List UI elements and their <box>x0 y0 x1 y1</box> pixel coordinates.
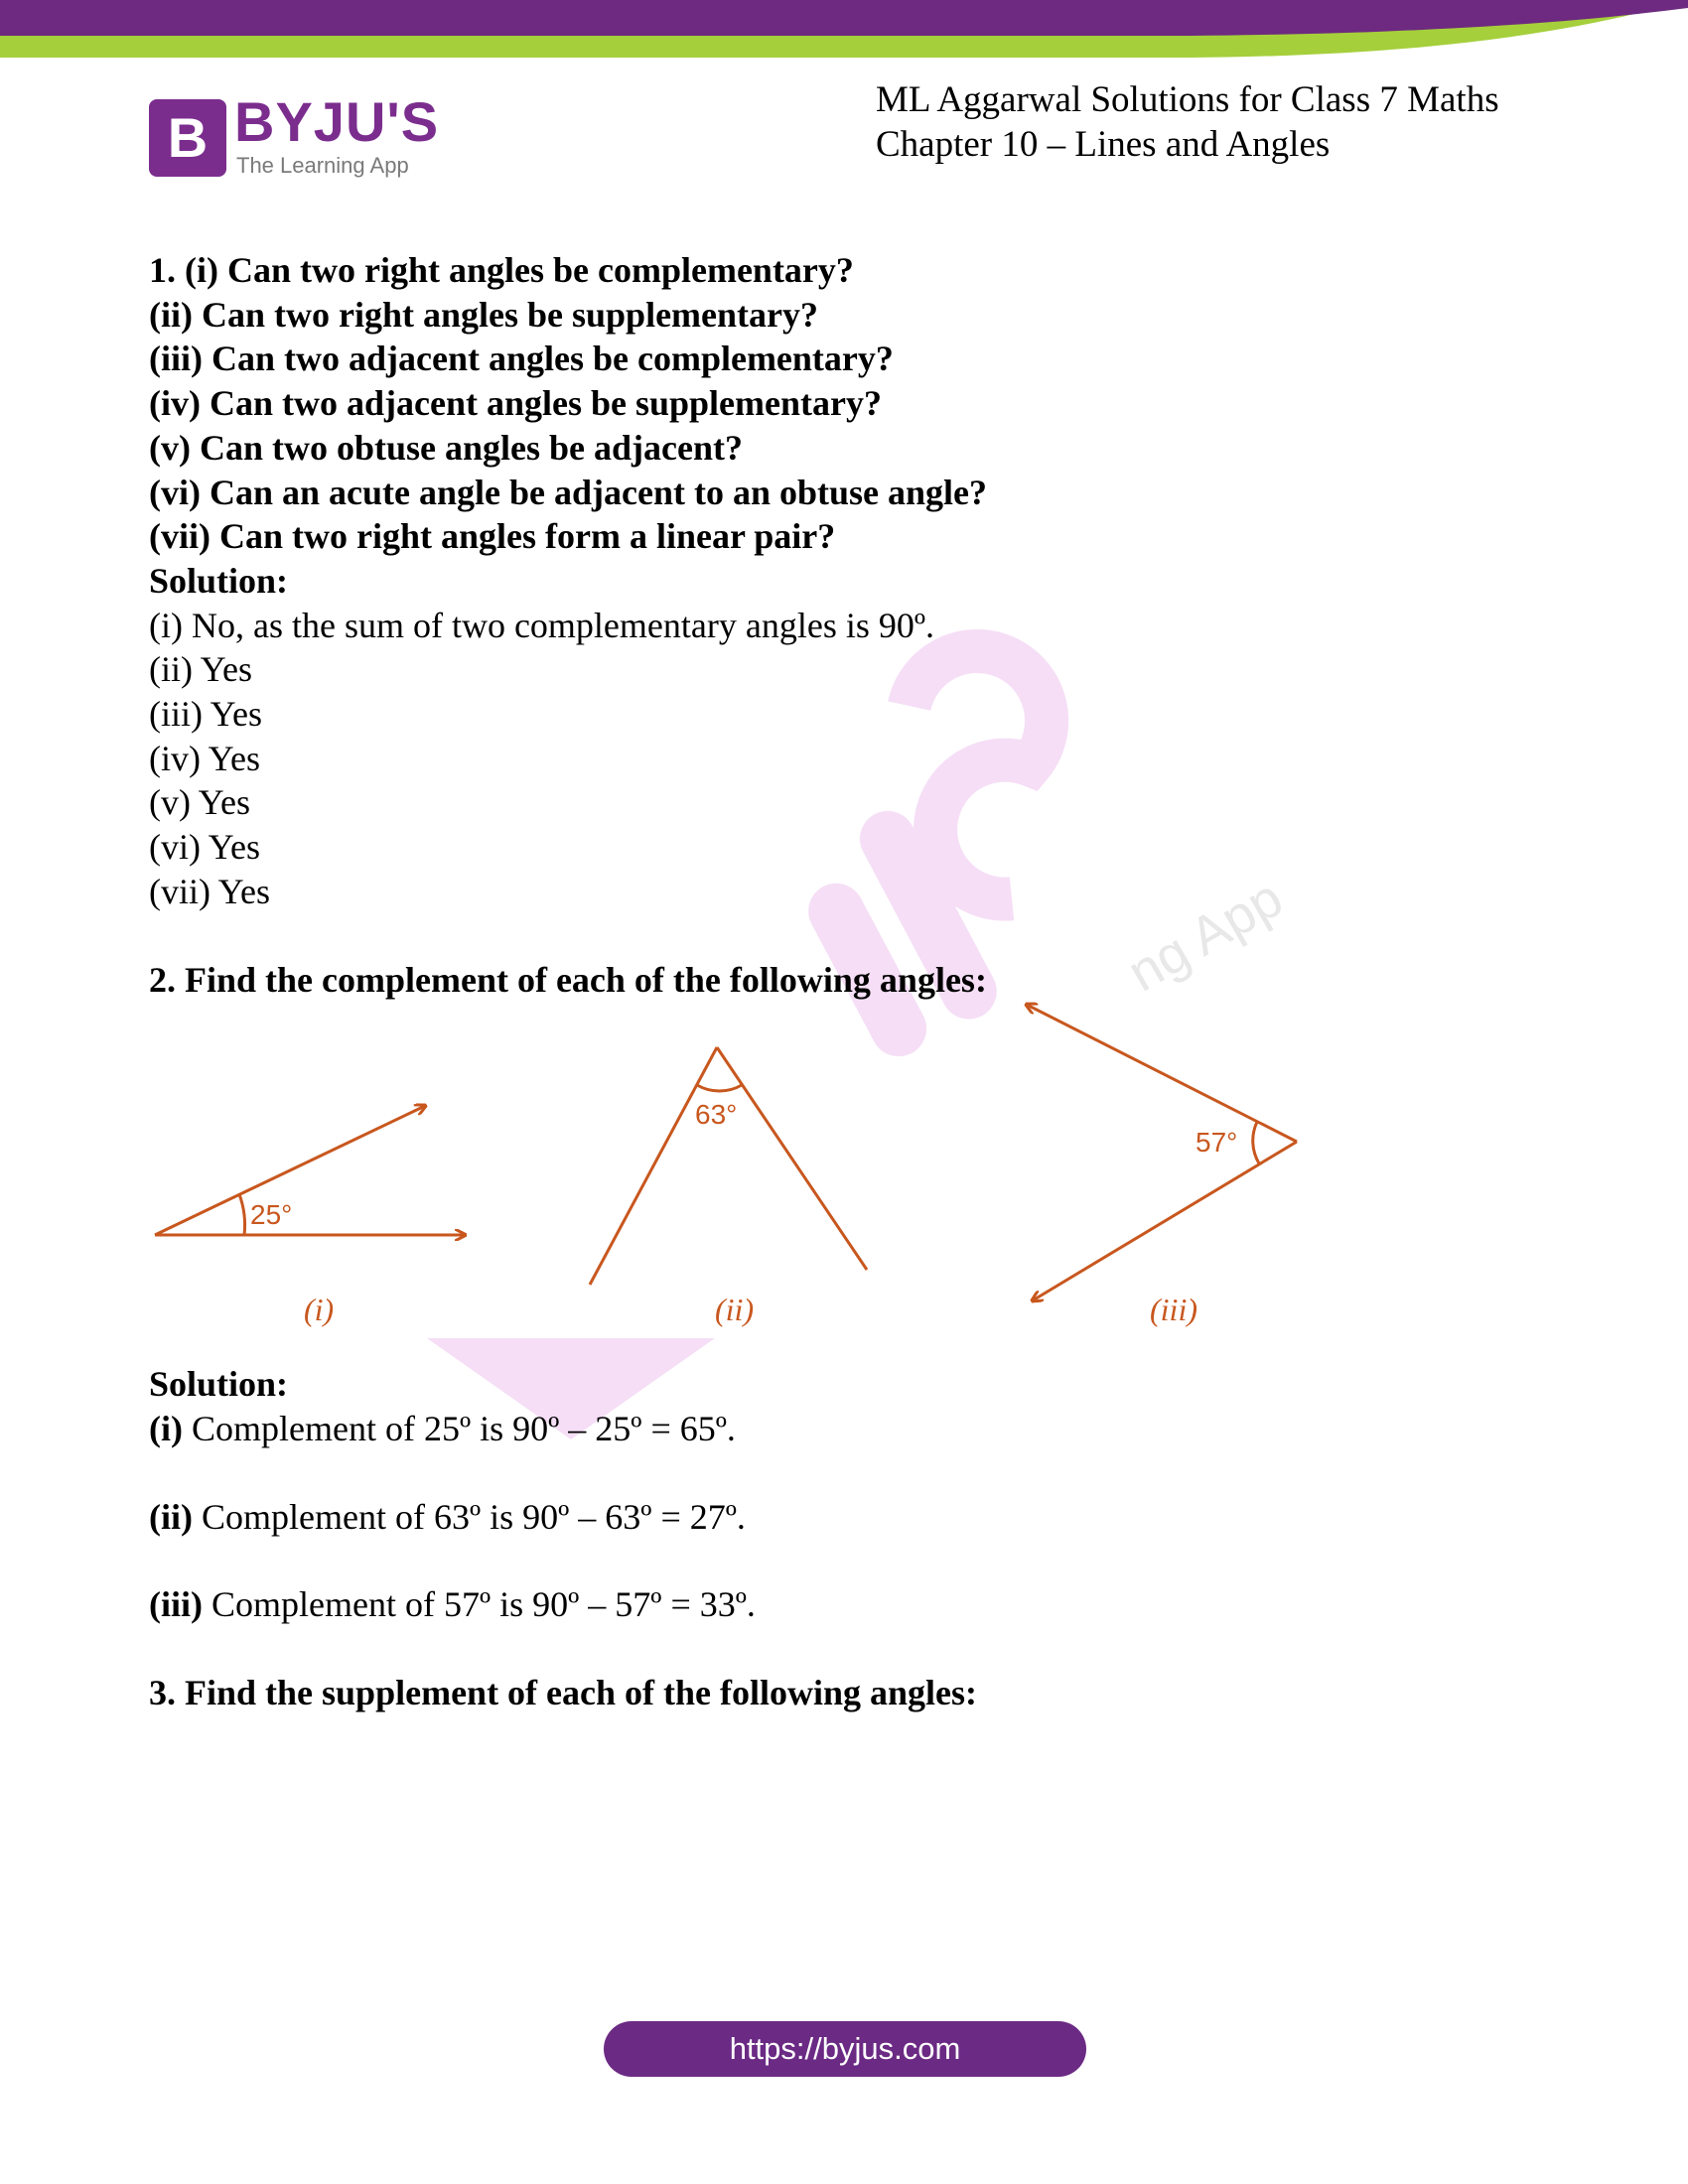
figure-iii-ray-bottom <box>1033 1142 1297 1300</box>
q1-answer: (vi) Yes <box>149 827 261 868</box>
q3-heading: 3. Find the supplement of each of the following angles: <box>149 1673 978 1713</box>
figure-ii <box>590 1047 867 1285</box>
q2-answer-label: (i) <box>149 1408 183 1448</box>
q1-line: (v) Can two obtuse angles be adjacent? <box>149 427 743 468</box>
logo-badge: B <box>149 99 226 177</box>
q2-solution-label: Solution: <box>149 1364 289 1405</box>
logo-brand-name: BYJU'S <box>234 90 440 153</box>
q2-answer-label: (ii) <box>149 1496 193 1537</box>
q2-answer-text: Complement of 25º is 90º – 25º = 65º. <box>182 1408 736 1448</box>
q2-answer-label: (iii) <box>149 1584 203 1625</box>
q2-answer <box>149 1582 1539 1627</box>
logo-tagline: The Learning App <box>236 153 409 178</box>
q1-answer: (vii) Yes <box>149 871 271 911</box>
svg-text:ng App: ng App <box>1118 868 1293 1004</box>
q1-answer: (v) Yes <box>149 782 251 823</box>
q1-answer: (ii) Yes <box>149 649 253 690</box>
figure-ii-caption: (ii) <box>715 1292 755 1327</box>
document-title <box>876 77 1499 167</box>
q1-line: (vii) Can two right angles form a linear pair? <box>149 516 836 557</box>
q2-answer-text: Complement of 63º is 90º – 63º = 27º. <box>192 1496 746 1537</box>
top-banner <box>0 0 1688 60</box>
q1-solution-label: Solution: <box>149 560 289 601</box>
angle-figures <box>0 993 1688 1350</box>
figure-i-angle-label: 25° <box>250 1199 293 1230</box>
figure-ii-angle-label: 63° <box>695 1099 738 1130</box>
figure-iii-arc <box>1253 1122 1259 1163</box>
q2-answer <box>149 1407 1539 1451</box>
q1-line: 1. (i) Can two right angles be complementary? <box>149 250 854 290</box>
figure-i-caption: (i) <box>304 1292 335 1327</box>
q1-answer: (i) No, as the sum of two complementary angles is 90º. <box>149 605 934 645</box>
q2-answer-text: Complement of 57º is 90º – 57º = 33º. <box>202 1584 756 1625</box>
title-line-1: ML Aggarwal Solutions for Class 7 Maths <box>876 79 1499 120</box>
figure-iii-ray-top <box>1027 1005 1297 1142</box>
figure-i-arc <box>239 1194 245 1235</box>
q1-line: (vi) Can an acute angle be adjacent to an obtuse angle? <box>149 472 987 512</box>
q2-answer <box>149 1495 1539 1540</box>
figure-iii-caption: (iii) <box>1150 1292 1197 1327</box>
q2-heading: 2. Find the complement of each of the following angles: <box>149 959 987 1000</box>
figure-i <box>155 1106 465 1235</box>
figure-iii <box>1027 1005 1297 1300</box>
page-content <box>149 248 1539 1715</box>
q1-line: (ii) Can two right angles be supplementary? <box>149 294 818 335</box>
figure-iii-angle-label: 57° <box>1196 1127 1238 1158</box>
q1-answer: (iv) Yes <box>149 738 261 778</box>
q1-line: (iv) Can two adjacent angles be supplementary? <box>149 383 882 424</box>
title-line-2: Chapter 10 – Lines and Angles <box>876 124 1331 165</box>
footer-website-link[interactable]: https://byjus.com <box>604 2021 1086 2077</box>
q1-answer: (iii) Yes <box>149 694 263 735</box>
figure-ii-ray-right <box>717 1047 867 1270</box>
figure-ii-arc <box>697 1085 742 1091</box>
figure-ii-ray-left <box>590 1047 717 1285</box>
q1-line: (iii) Can two adjacent angles be complementary? <box>149 339 894 379</box>
